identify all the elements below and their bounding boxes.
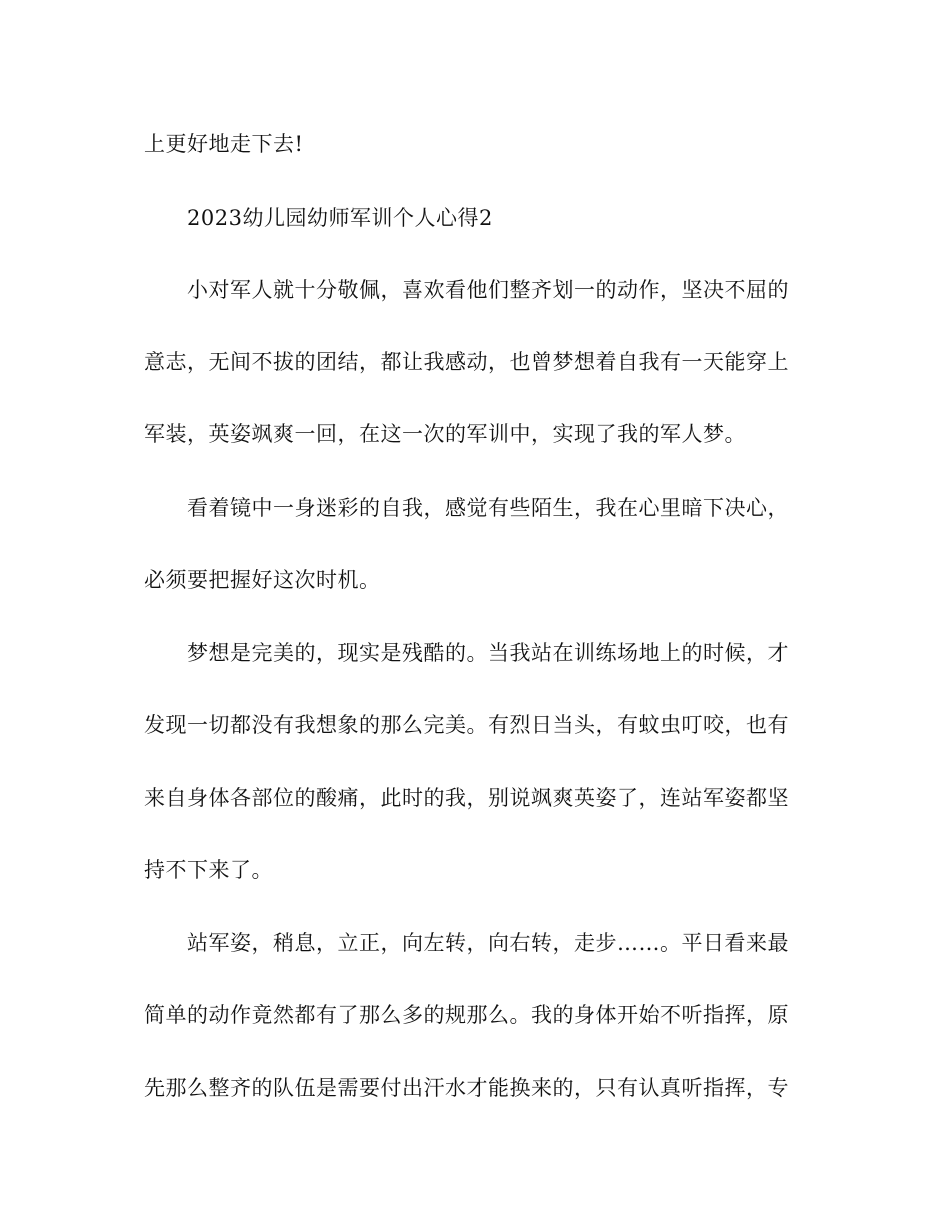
text-line: 发现一切都没有我想象的那么完美。有烈日当头，有蚊虫叮咬，也有 [144, 713, 789, 737]
text-line: 上更好地走下去! [144, 132, 304, 156]
text-line: 军装，英姿飒爽一回，在这一次的军训中，实现了我的军人梦。 [144, 422, 746, 446]
section-heading: 2023幼儿园幼师军训个人心得2 [187, 206, 493, 230]
text-line: 来自身体各部位的酸痛，此时的我，别说飒爽英姿了，连站军姿都坚 [144, 786, 789, 810]
text-line: 小对军人就十分敬佩，喜欢看他们整齐划一的动作，坚决不屈的 [187, 278, 789, 302]
text-line: 意志，无间不拔的团结，都让我感动，也曾梦想着自我有一天能穿上 [144, 350, 789, 374]
text-line: 必须要把握好这次时机。 [144, 568, 381, 592]
text-line: 看着镜中一身迷彩的自我，感觉有些陌生，我在心里暗下决心， [187, 496, 789, 520]
text-line: 持不下来了。 [144, 858, 273, 882]
text-line: 简单的动作竟然都有了那么多的规那么。我的身体开始不听指挥，原 [144, 1003, 789, 1027]
text-line: 站军姿，稍息，立正，向左转，向右转，走步……。平日看来最 [187, 931, 789, 955]
text-line: 先那么整齐的队伍是需要付出汗水才能换来的，只有认真听指挥，专 [144, 1076, 789, 1100]
text-line: 梦想是完美的，现实是残酷的。当我站在训练场地上的时候，才 [187, 641, 789, 665]
